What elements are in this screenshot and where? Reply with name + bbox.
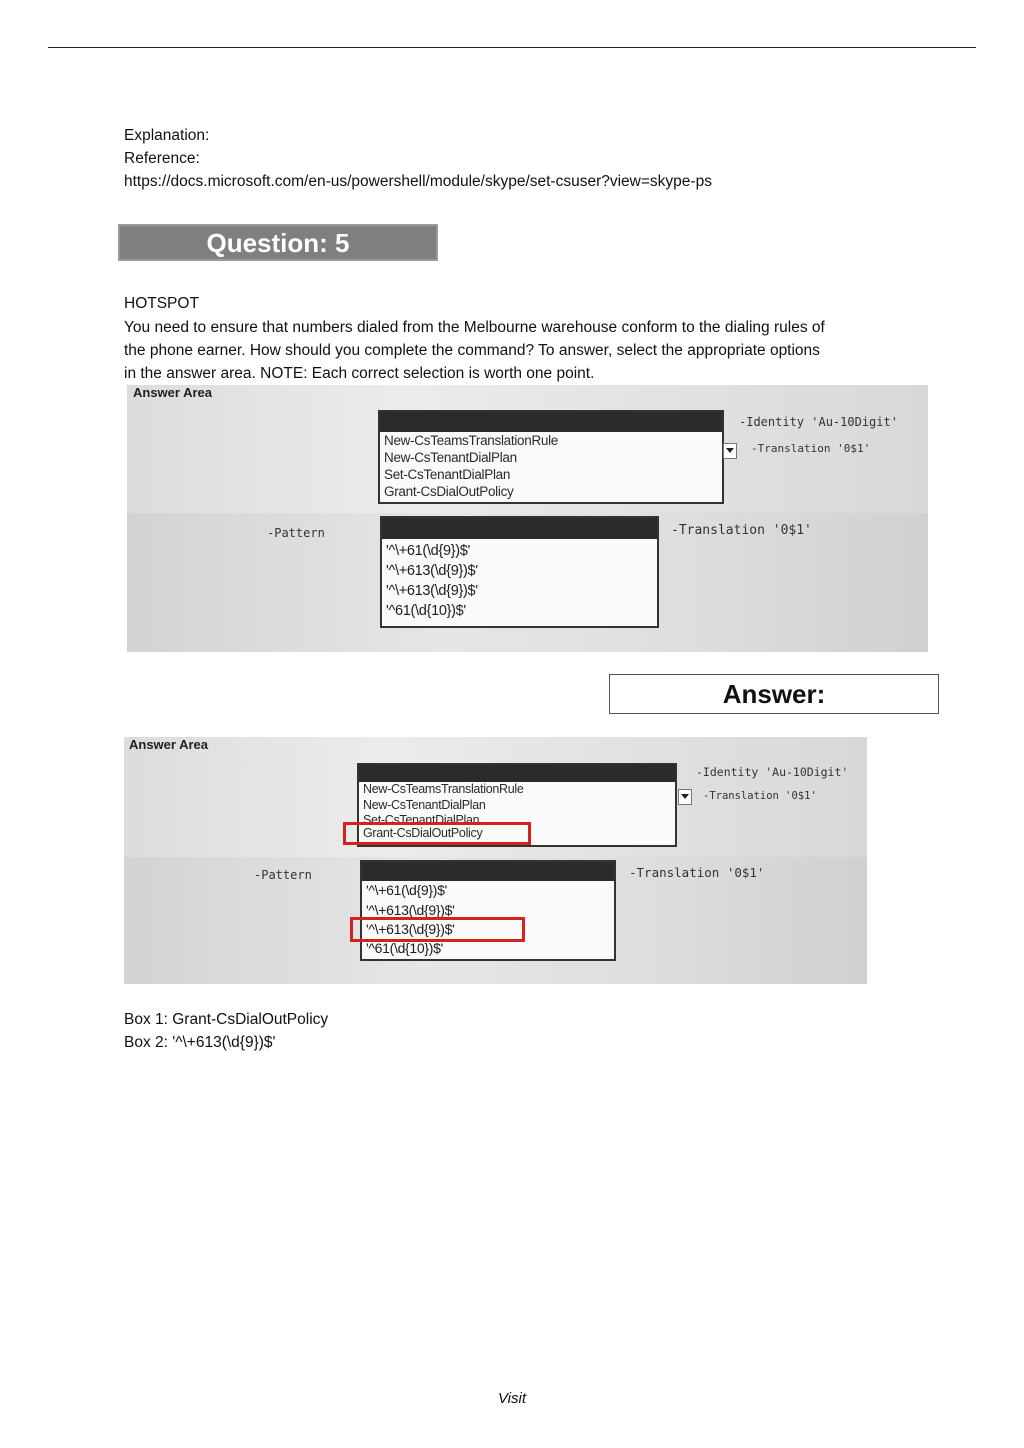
pattern-option[interactable]: '^61(\d{10})$': [366, 940, 443, 956]
dropdown-header: [359, 765, 675, 782]
dropdown-header: [382, 518, 657, 539]
pattern-option[interactable]: '^61(\d{10})$': [386, 603, 466, 619]
pattern-dropdown[interactable]: [360, 860, 616, 961]
pattern-dropdown[interactable]: [380, 516, 659, 628]
cmdlet-option[interactable]: New-CsTenantDialPlan: [363, 798, 486, 812]
translation-param: -Translation '0$1': [671, 523, 812, 538]
cmdlet-option[interactable]: New-CsTenantDialPlan: [384, 450, 517, 465]
translation-param: -Translation '0$1': [751, 442, 871, 455]
pattern-param: -Pattern: [267, 526, 325, 540]
pattern-option[interactable]: '^\+61(\d{9})$': [386, 543, 471, 559]
answer-banner: [609, 674, 939, 714]
identity-param: -Identity 'Au-10Digit': [739, 415, 898, 429]
dropdown-header: [362, 862, 614, 881]
question-title: Question: 5: [206, 228, 350, 258]
box1-answer: Box 1: Grant-CsDialOutPolicy: [124, 1011, 329, 1028]
selected-pattern-highlight: [350, 917, 525, 942]
question-line-1: You need to ensure that numbers dialed from the Melbourne warehouse conform to the dialing rules of: [124, 319, 825, 336]
pattern-option[interactable]: '^\+613(\d{9})$': [386, 583, 478, 599]
cmdlet-option[interactable]: Grant-CsDialOutPolicy: [384, 484, 514, 499]
pattern-option[interactable]: '^\+61(\d{9})$': [366, 882, 447, 898]
selected-cmdlet-highlight: [343, 822, 531, 845]
question-answer-area: [127, 385, 928, 652]
cmdlet-option[interactable]: Set-CsTenantDialPlan: [363, 813, 480, 825]
answer-area-heading: Answer Area: [129, 737, 208, 752]
explanation-label: Explanation:: [124, 127, 210, 144]
header-rule: [48, 47, 976, 48]
pattern-option[interactable]: '^\+613(\d{9})$': [386, 563, 478, 579]
dropdown-header: [380, 412, 722, 432]
answer-answer-area: [124, 737, 867, 984]
question-line-3: in the answer area. NOTE: Each correct selection is worth one point.: [124, 365, 595, 382]
cmdlet-option[interactable]: Grant-CsDialOutPolicy: [363, 826, 483, 840]
chevron-down-icon[interactable]: [723, 443, 737, 459]
question-banner: [118, 224, 438, 261]
reference-label: Reference:: [124, 150, 200, 167]
pattern-param: -Pattern: [254, 868, 312, 882]
box2-answer: Box 2: '^\+613(\d{9})$': [124, 1034, 276, 1051]
cmdlet-option[interactable]: Set-CsTenantDialPlan: [384, 467, 511, 482]
pattern-option[interactable]: '^\+613(\d{9})$': [366, 902, 455, 918]
translation-param: -Translation '0$1': [629, 865, 765, 880]
answer-area-heading: Answer Area: [133, 385, 212, 400]
pattern-option[interactable]: '^\+613(\d{9})$': [366, 921, 455, 937]
answer-title: Answer:: [722, 679, 826, 709]
cmdlet-dropdown[interactable]: [378, 410, 724, 504]
translation-param: -Translation '0$1': [703, 790, 817, 802]
question-line-2: the phone earner. How should you complete the command? To answer, select the appropriate options: [124, 342, 820, 359]
question-type: HOTSPOT: [124, 295, 199, 312]
reference-url[interactable]: https://docs.microsoft.com/en-us/powershell/module/skype/set-csuser?view=skype-ps: [124, 173, 712, 190]
cmdlet-option[interactable]: New-CsTeamsTranslationRule: [384, 433, 559, 448]
cmdlet-option[interactable]: New-CsTeamsTranslationRule: [363, 782, 524, 796]
chevron-down-icon[interactable]: [678, 789, 692, 805]
footer-visit[interactable]: Visit: [497, 1390, 527, 1407]
identity-param: -Identity 'Au-10Digit': [696, 765, 849, 779]
